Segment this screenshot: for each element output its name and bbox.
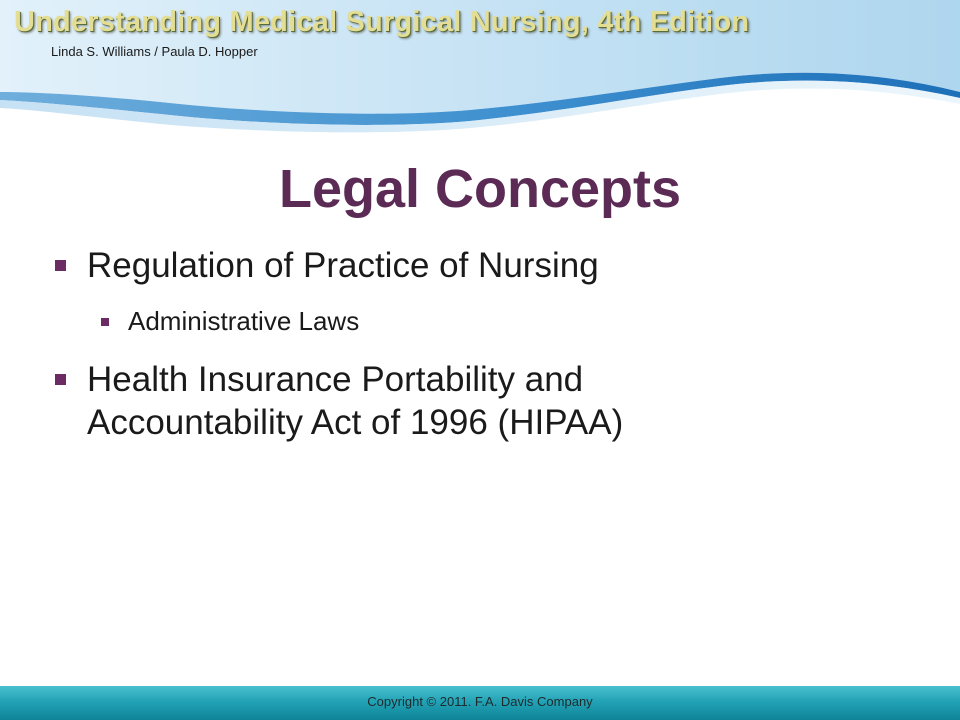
bullet-item-regulation xyxy=(87,244,599,287)
bullet-item-hipaa xyxy=(87,358,623,444)
bullet-text-line-1: Health Insurance Portability and xyxy=(87,360,584,399)
book-title: Understanding Medical Surgical Nursing, 4th Edition xyxy=(14,6,750,38)
bullet-item-administrative-laws xyxy=(128,305,359,337)
square-bullet-icon xyxy=(55,260,66,271)
bullet-text: Administrative Laws xyxy=(128,306,360,336)
copyright-text: Copyright © 2011. F.A. Davis Company xyxy=(367,694,593,709)
slide-title: Legal Concepts xyxy=(278,159,682,219)
square-bullet-icon xyxy=(101,318,109,326)
square-bullet-icon xyxy=(55,374,66,385)
bullet-text: Regulation of Practice of Nursing xyxy=(87,246,599,285)
bullet-text-line-2: Accountability Act of 1996 (HIPAA) xyxy=(87,403,624,442)
book-authors: Linda S. Williams / Paula D. Hopper xyxy=(51,44,258,59)
